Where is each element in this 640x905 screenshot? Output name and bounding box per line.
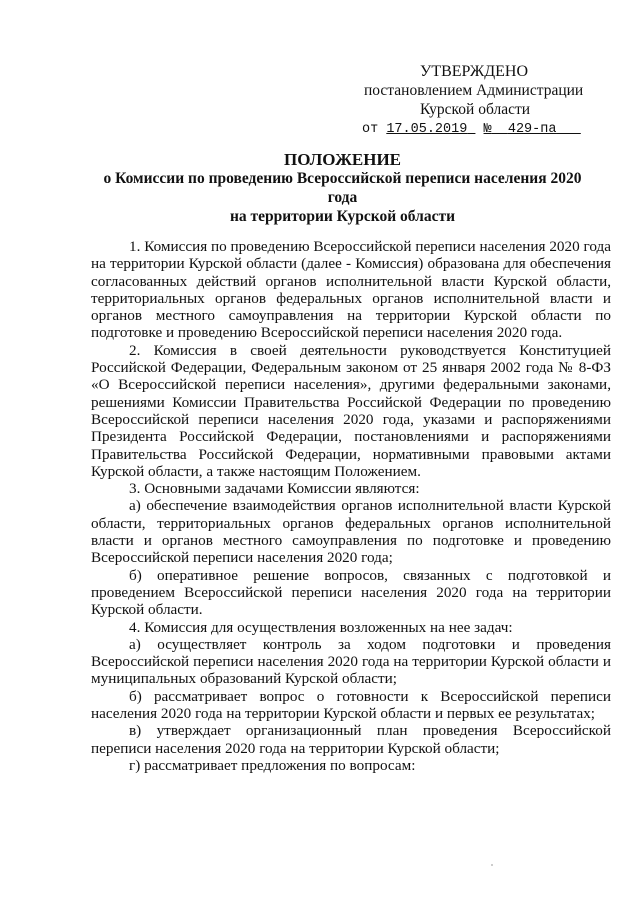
document-body [91,238,611,774]
approved-region-label: Курской области [420,101,531,118]
title-line-1: о Комиссии по проведению Всероссийской переписи населения 2020 [103,170,582,187]
paragraph-1: 1. Комиссия по проведению Всероссийской переписи населения 2020 года на территории Курской области (далее - Комиссия) образована для обеспечения согласованных действий органов исполнительной власти Курской области, территориальных органов федеральных органов исполнительной власти и органов местного самоуправления на территории Курской области по подготовке и проведению Всероссийской переписи населения 2020 года. [91,238,611,342]
scan-speck [491,864,493,866]
approval-stamp [360,62,590,139]
title-line-3: на территории Курской области [229,208,456,225]
approval-date-number [360,120,590,139]
paragraph-3: 3. Основными задачами Комиссии являются: [129,480,420,498]
paragraph-4: 4. Комиссия для осуществления возложенных на нее задач: [129,618,513,636]
title-line-2: года [327,189,358,206]
number-prefix: № [483,122,492,137]
approval-date: 17.05.2019 [386,122,468,137]
paragraph-3a: а) обеспечение взаимодействия органов исполнительной власти Курской области, территориальных органов федеральных органов исполнительной власти и органов местного самоуправления по подготовке и проведению Всероссийской переписи населения 2020 года; [91,497,611,567]
approved-label: УТВЕРЖДЕНО [420,63,529,80]
paragraph-4a: а) осуществляет контроль за ходом подготовки и проведения Всероссийской переписи населения 2020 года на территории Курской области и муниципальных образований Курской области; [91,635,611,688]
paragraph-4b: б) рассматривает вопрос о готовности к Всероссийской переписи населения 2020 года на территории Курской области и первых ее результатах; [91,687,611,723]
approval-number: 429-па [507,122,557,137]
approved-by-label: постановлением Администрации [364,82,584,99]
paragraph-4c: в) утверждает организационный план проведения Всероссийской переписи населения 2020 года на территории Курской области; [91,722,611,757]
paragraph-2: 2. Комиссия в своей деятельности руководствуется Конституцией Российской Федерации, Федеральным законом от 25 января 2002 года № 8-ФЗ «О Всероссийской переписи населения», другими федеральными законами, решениями Комиссии Правительства Российской Федерации по проведению Всероссийской переписи населения 2020 года, указами и распоряжениями Президента Российской Федерации, постановлениями и распоряжениями Правительства Российской Федерации, нормативными правовыми актами Курской области, а также настоящим Положением. [91,341,611,480]
date-prefix: от [362,122,379,137]
document-title [80,150,605,226]
paragraph-3b: б) оперативное решение вопросов, связанных с подготовкой и проведением Всероссийской переписи населения 2020 года на территории Курской области. [91,566,611,619]
title-heading: ПОЛОЖЕНИЕ [284,150,401,169]
paragraph-4d: г) рассматривает предложения по вопросам: [129,756,416,774]
